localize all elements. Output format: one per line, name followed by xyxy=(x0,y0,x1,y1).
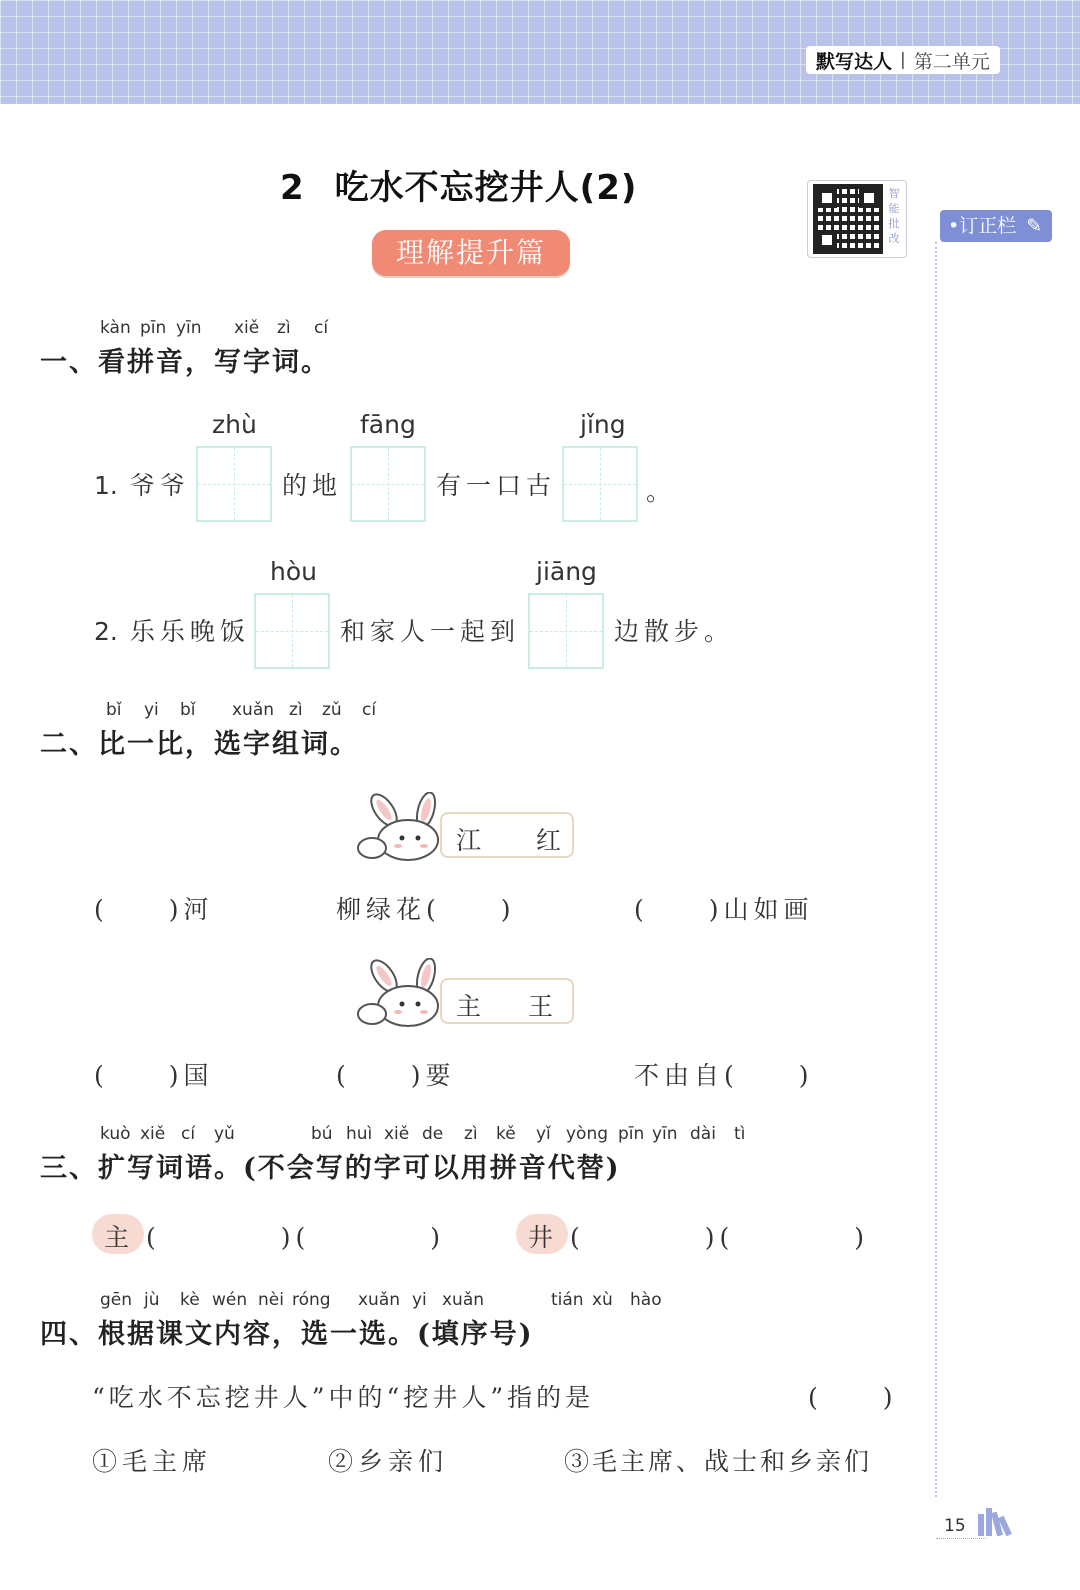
writing-box-q2-1[interactable] xyxy=(254,593,330,669)
series-separator: | xyxy=(900,50,906,70)
books-icon xyxy=(978,1508,1010,1536)
section4-pinyin: gēn xyxy=(100,1290,133,1310)
writing-box-q1-3[interactable] xyxy=(562,446,638,522)
writing-box-q1-2[interactable] xyxy=(350,446,426,522)
option-1: ①毛主席 xyxy=(92,1447,213,1476)
level-badge: 理解提升篇 xyxy=(372,230,570,276)
q1-pinyin-1: zhù xyxy=(212,410,257,439)
char-choice-card-2: 主 王 xyxy=(440,978,574,1024)
s2-row2-item1: ( )国 xyxy=(94,1061,214,1090)
lesson-title xyxy=(280,160,637,209)
q1-pinyin-3: jǐng xyxy=(580,410,626,439)
q1-text-4: 。 xyxy=(646,477,677,506)
q2-pinyin-1: hòu xyxy=(270,557,317,586)
expand-char-2: 井 xyxy=(528,1223,559,1252)
expand-blanks-2[interactable]: ( )( ) xyxy=(570,1223,870,1252)
bunny-icon xyxy=(356,958,446,1028)
lesson-title-text: 吃水不忘挖井人(2) xyxy=(334,168,638,208)
section1-heading: 一、看拼音，写字词。 xyxy=(40,347,330,378)
q1-pinyin-2: fāng xyxy=(360,410,416,439)
s2-row1-item1: ( )河 xyxy=(94,895,214,924)
section2-heading: 二、比一比，选字组词。 xyxy=(40,729,359,760)
answer-blank[interactable]: ( ) xyxy=(808,1383,898,1412)
page-number: 15 xyxy=(944,1516,966,1536)
series-name: 默写达人 xyxy=(816,50,893,73)
qr-label: 智 能 批 改 xyxy=(888,187,900,245)
q2-pinyin-2: jiāng xyxy=(536,557,597,586)
expand-blanks-1[interactable]: ( )( ) xyxy=(146,1223,446,1252)
question-text: “吃水不忘挖井人”中的“挖井人”指的是 xyxy=(92,1383,595,1412)
pencil-icon: ✎ xyxy=(1026,215,1043,237)
option-2: ②乡亲们 xyxy=(328,1447,449,1476)
section4-heading: 四、根据课文内容，选一选。(填序号) xyxy=(40,1319,534,1350)
correction-tab: •订正栏 ✎ xyxy=(940,210,1052,242)
page-number-rule xyxy=(936,1538,986,1539)
option-3: ③毛主席、战士和乡亲们 xyxy=(564,1447,873,1476)
section1-pinyin: kàn xyxy=(100,318,131,338)
header-band xyxy=(0,0,1080,104)
q2-text-2: 和家人一起到 xyxy=(340,617,521,646)
bunny-icon xyxy=(356,792,446,862)
writing-box-q2-2[interactable] xyxy=(528,593,604,669)
q2-text-1: 2. 乐乐晚饭 xyxy=(94,617,250,646)
margin-divider xyxy=(935,242,937,1497)
section3-heading: 三、扩写词语。(不会写的字可以用拼音代替) xyxy=(40,1153,621,1184)
expand-char-1: 主 xyxy=(104,1223,135,1252)
lesson-number: 2 xyxy=(280,168,305,208)
s2-row2-item3: 不由自( ) xyxy=(634,1061,814,1090)
s2-row1-item3: ( )山如画 xyxy=(634,895,814,924)
section3-pinyin: kuò xyxy=(100,1124,131,1144)
section2-pinyin: bǐ xyxy=(106,700,122,720)
s2-row1-item2: 柳绿花( ) xyxy=(336,895,516,924)
qr-code[interactable] xyxy=(813,184,883,254)
q1-text-2: 的地 xyxy=(282,471,343,500)
char-choice-card-1: 江 红 xyxy=(440,812,574,858)
unit-name: 第二单元 xyxy=(913,50,990,73)
q1-text-3: 有一口古 xyxy=(436,471,557,500)
series-tag xyxy=(806,46,1000,74)
q2-text-3: 边散步。 xyxy=(614,617,735,646)
writing-box-q1-1[interactable] xyxy=(196,446,272,522)
q1-text-1: 1. 爷爷 xyxy=(94,471,190,500)
s2-row2-item2: ( )要 xyxy=(336,1061,456,1090)
